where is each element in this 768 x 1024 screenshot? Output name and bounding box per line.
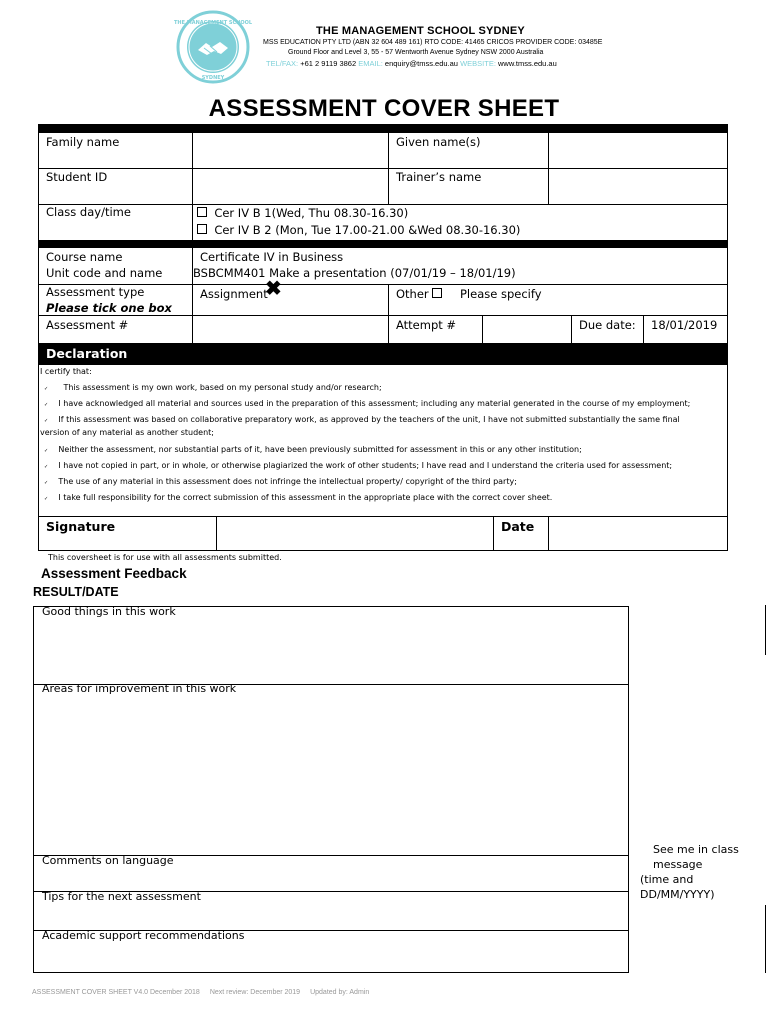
org-contact xyxy=(266,59,557,68)
tel-value: +61 2 9119 3862 xyxy=(298,59,359,68)
family-name-label: Family name xyxy=(46,135,120,149)
divider xyxy=(493,516,494,550)
org-address: Ground Floor and Level 3, 55 - 57 Wentworth Avenue Sydney NSW 2000 Australia xyxy=(288,49,544,56)
tips-label: Tips for the next assessment xyxy=(42,890,201,903)
good-things-label: Good things in this work xyxy=(42,605,176,618)
form-top-bar xyxy=(38,124,728,133)
given-names-label: Given name(s) xyxy=(396,135,481,149)
page-edge-mark xyxy=(765,605,766,655)
student-id-field[interactable] xyxy=(193,169,387,204)
assessment-type-label: Assessment type xyxy=(46,285,145,299)
assessment-number-label: Assessment # xyxy=(46,318,129,332)
checkbox[interactable] xyxy=(197,207,207,217)
side-note-line: (time and xyxy=(640,873,694,886)
form-left-border xyxy=(38,124,39,551)
result-date-label: RESULT/DATE xyxy=(33,585,119,599)
due-date-label: Due date: xyxy=(579,318,636,332)
class-day-time-label: Class day/time xyxy=(46,205,131,219)
date-field[interactable] xyxy=(549,517,726,550)
attempt-label: Attempt # xyxy=(396,318,457,332)
tick-one-note: Please tick one box xyxy=(46,301,172,315)
tel-label: TEL/FAX: xyxy=(266,59,299,68)
course-name-label: Course name xyxy=(46,250,123,264)
page-title: ASSESSMENT COVER SHEET xyxy=(208,95,560,122)
declaration-item: ✓ This assessment is my own work, based on my personal study and/or research; xyxy=(44,383,382,392)
section-bar xyxy=(38,240,728,248)
good-things-field[interactable] xyxy=(34,620,628,683)
footer-updated: Updated by: Admin xyxy=(310,989,370,996)
website-value: www.tmss.edu.au xyxy=(495,59,557,68)
svg-text:SYDNEY: SYDNEY xyxy=(201,75,225,81)
signature-label: Signature xyxy=(46,519,116,534)
divider xyxy=(571,316,572,343)
coversheet-note: This coversheet is for use with all assessments submitted. xyxy=(48,553,282,562)
feedback-title: Assessment Feedback xyxy=(41,566,187,581)
svg-text:THE MANAGEMENT SCHOOL: THE MANAGEMENT SCHOOL xyxy=(174,20,252,26)
given-names-field[interactable] xyxy=(549,134,726,168)
assessment-number-field[interactable] xyxy=(193,316,387,342)
student-id-label: Student ID xyxy=(46,170,108,184)
other-label: Other xyxy=(396,287,429,301)
class-option-1[interactable] xyxy=(197,206,408,220)
trainer-name-field[interactable] xyxy=(549,169,726,204)
declaration-item: ✓ I have not copied in part, or in whole, or otherwise plagiarized the work of other students; I have read and I understand the criteria used for assessment; xyxy=(44,461,673,470)
footer-review: Next review: December 2019 xyxy=(209,989,301,996)
email-value: enquiry@tmss.edu.au xyxy=(382,59,461,68)
declaration-title: Declaration xyxy=(46,346,128,361)
divider xyxy=(388,285,389,343)
declaration-bar xyxy=(38,343,728,365)
checkbox[interactable] xyxy=(432,288,442,298)
org-registration: MSS EDUCATION PTY LTD (ABN 32 604 489 161) RTO CODE: 41465 CRICOS PROVIDER CODE: 03485E xyxy=(263,39,603,46)
side-note-line: message xyxy=(653,858,703,871)
improvement-field[interactable] xyxy=(34,697,628,854)
declaration-item: ✓ If this assessment was based on collaborative preparatory work, as approved by the teachers of the unit, I have not submitted substantially the same final xyxy=(44,415,680,424)
assignment-option[interactable] xyxy=(200,287,268,301)
school-logo xyxy=(174,10,252,84)
unit-code-label: Unit code and name xyxy=(46,266,163,280)
divider xyxy=(643,316,644,343)
academic-support-field[interactable] xyxy=(34,944,628,970)
side-note-line: See me in class xyxy=(653,843,739,856)
comments-label: Comments on language xyxy=(42,854,174,867)
website-label: WEBSITE: xyxy=(460,59,496,68)
declaration-item: ✓ I take full responsibility for the correct submission of this assessment in the appropriate place with the correct cover sheet. xyxy=(44,493,553,502)
declaration-intro: I certify that: xyxy=(40,367,92,376)
due-date-value: 18/01/2019 xyxy=(651,318,718,332)
other-option[interactable] xyxy=(396,287,442,301)
divider xyxy=(388,133,389,205)
assignment-label: Assignment xyxy=(200,287,268,301)
please-specify-label: Please specify xyxy=(460,287,542,301)
declaration-item-cont: version of any material as another student; xyxy=(40,428,214,437)
unit-code-value: BSBCMM401 Make a presentation (07/01/19 – 18/01/19) xyxy=(193,266,516,280)
side-note-line: DD/MM/YYYY) xyxy=(640,888,715,901)
row-line xyxy=(38,204,728,205)
family-name-field[interactable] xyxy=(193,134,387,168)
date-label: Date xyxy=(501,519,535,534)
class-option-2[interactable] xyxy=(197,223,520,237)
attempt-field[interactable] xyxy=(483,316,571,342)
page-footer xyxy=(32,989,379,996)
signature-field[interactable] xyxy=(217,517,492,550)
row-line xyxy=(38,550,728,551)
course-name-value: Certificate IV in Business xyxy=(200,250,344,264)
improvement-label: Areas for improvement in this work xyxy=(42,682,237,695)
declaration-item: ✓ Neither the assessment, nor substantial parts of it, have been previously submitted for assessment in this or any other institution; xyxy=(44,445,582,454)
class-option-1-label: Cer IV B 1(Wed, Thu 08.30-16.30) xyxy=(214,206,409,220)
email-label: EMAIL: xyxy=(358,59,383,68)
form-right-border xyxy=(727,124,728,551)
declaration-item: ✓ I have acknowledged all material and sources used in the preparation of this assessment; including any material generated in the course of my employment; xyxy=(44,399,691,408)
divider xyxy=(192,205,193,240)
footer-version: ASSESSMENT COVER SHEET V4.0 December 2018 xyxy=(32,989,200,996)
org-name: THE MANAGEMENT SCHOOL SYDNEY xyxy=(316,25,525,37)
trainer-name-label: Trainer’s name xyxy=(396,170,482,184)
academic-support-label: Academic support recommendations xyxy=(42,929,245,942)
class-option-2-label: Cer IV B 2 (Mon, Tue 17.00-21.00 &Wed 08.30-16.30) xyxy=(214,223,521,237)
declaration-item: ✓ The use of any material in this assessment does not infringe the intellectual property/ copyright of the third party; xyxy=(44,477,517,486)
checkbox[interactable] xyxy=(197,224,207,234)
cross-mark-icon: ✖ xyxy=(265,278,282,300)
page-edge-mark xyxy=(765,905,766,973)
